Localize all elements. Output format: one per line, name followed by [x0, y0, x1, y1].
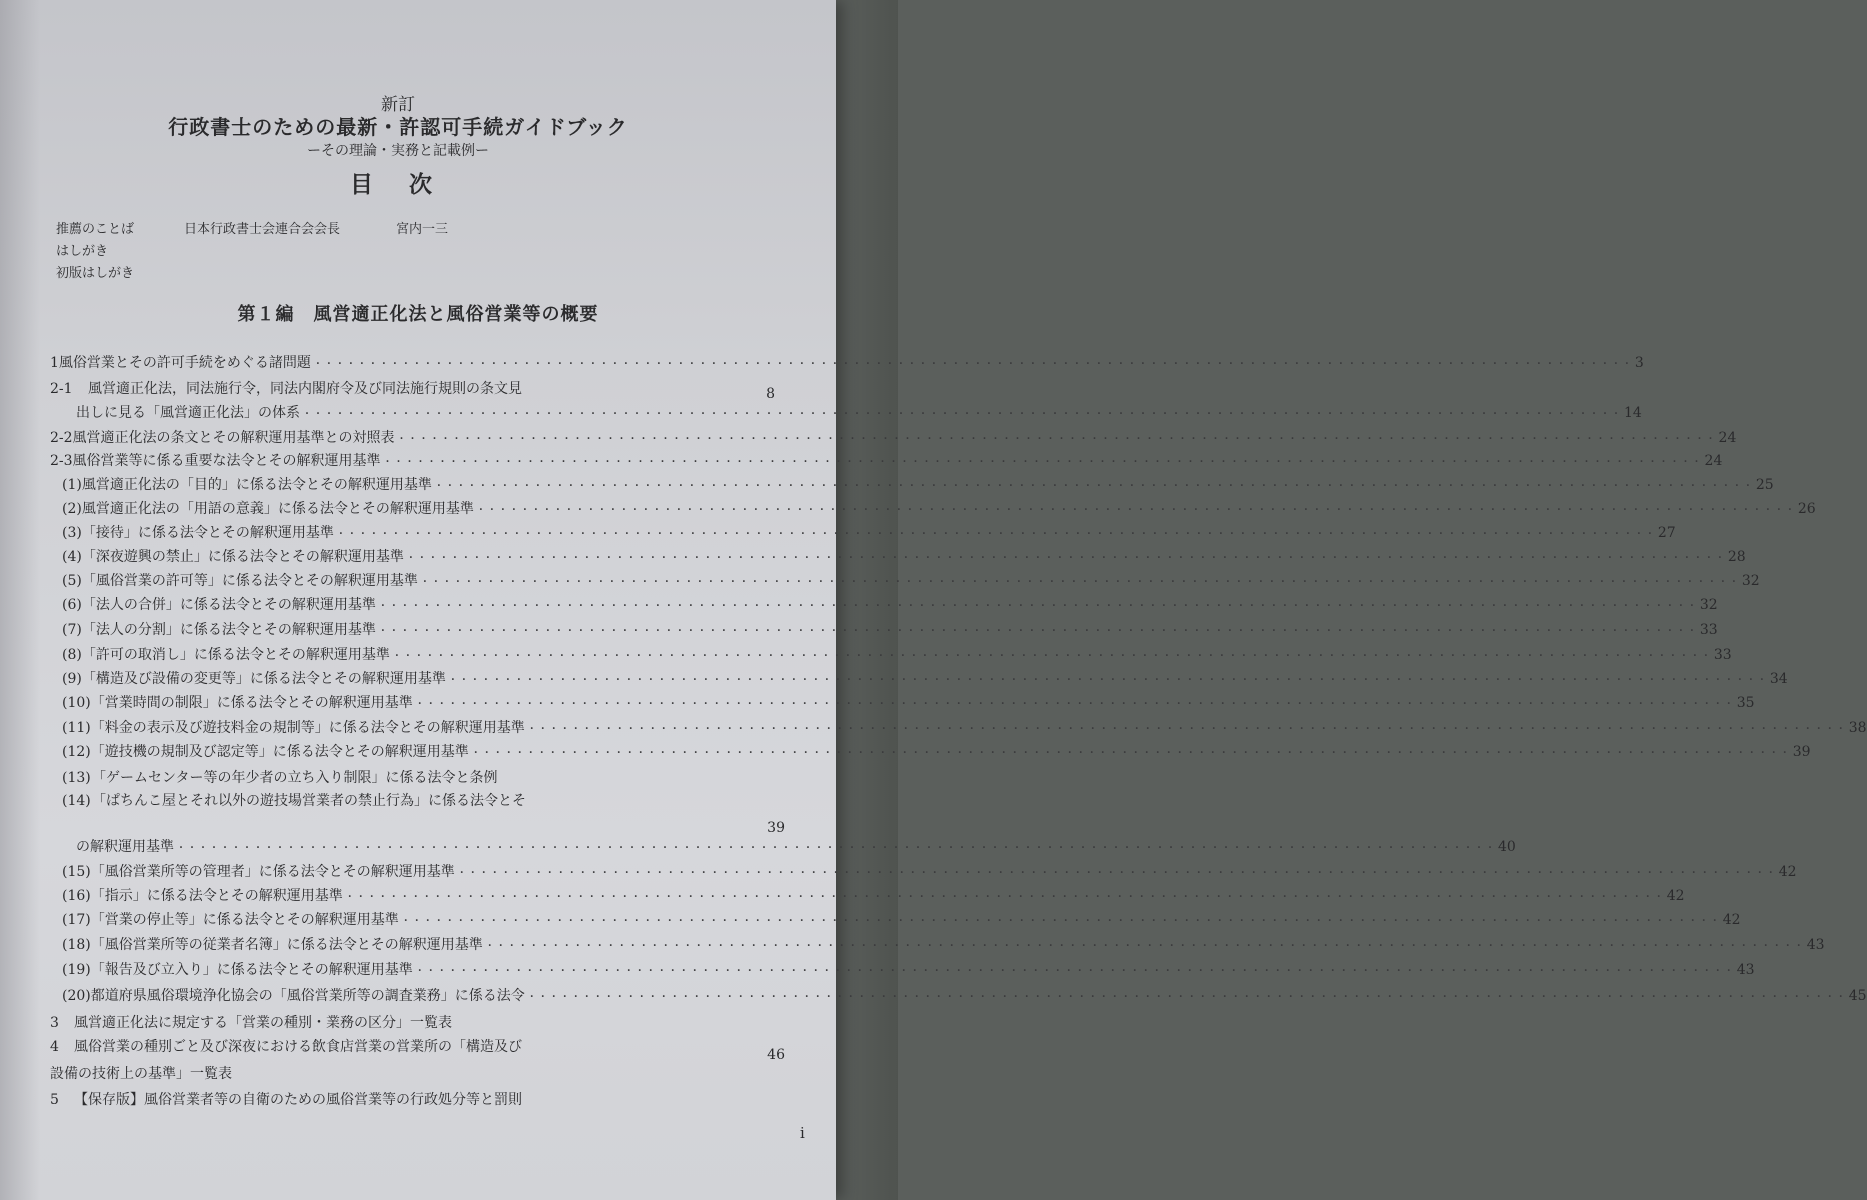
toc-entry[interactable] [62, 546, 1746, 566]
toc-entry[interactable] [50, 450, 1723, 470]
toc-entry[interactable] [62, 985, 1867, 1005]
toc-entry-page: 43 [1806, 937, 1825, 953]
toc-entry-page: 24 [1704, 453, 1723, 469]
toc-entry-title: 風営適正化法に規定する「営業の種別・業務の区分」一覧表 [74, 1015, 452, 1031]
toc-entry-page: 32 [1741, 573, 1760, 589]
toc-entry[interactable] [62, 498, 1816, 518]
toc-entry[interactable] [50, 1012, 785, 1032]
toc-leader-dots: ・・・・・・・・・・・・・・・・・・・・・・・・・・・・・・・・・・・・・・・・・・・・・・・・・・・・・・・・・・・・・・・・・・・・・・・・・・・・・・・・・・・・・・・・・・・・・・・・・・・・・・・・・・・・・・・・・・・・・・・・ [456, 868, 1777, 879]
part-title: 第１編 風営適正化法と風俗営業等の概要 [237, 304, 599, 325]
toc-entry-title: 「深夜遊興の禁止」に係る法令とその解釈運用基準 [81, 549, 404, 565]
toc-entry-title: の解釈運用基準 [76, 839, 174, 855]
toc-entry-title: 風俗営業の種別ごと及び深夜における飲食店営業の営業所の「構造及び [74, 1039, 522, 1055]
toc-entry-page: 34 [1769, 671, 1788, 687]
toc-entry-page: 24 [1718, 430, 1737, 446]
toc-entry-page: 8 [766, 386, 775, 402]
toc-leader-dots: ・・・・・・・・・・・・・・・・・・・・・・・・・・・・・・・・・・・・・・・・・・・・・・・・・・・・・・・・・・・・・・・・・・・・・・・・・・・・・・・・・・・・・・・・・・・・・・・・・・・・・・・・・・・・・・・・・・・・・・・・ [470, 748, 1791, 759]
toc-entry-page: 46 [767, 1047, 785, 1063]
toc-leader-dots: ・・・・・・・・・・・・・・・・・・・・・・・・・・・・・・・・・・・・・・・・・・・・・・・・・・・・・・・・・・・・・・・・・・・・・・・・・・・・・・・・・・・・・・・・・・・・・・・・・・・・・・・・・・・・・・・・・・・・・・・・ [344, 892, 1665, 903]
toc-entry-page: 42 [1778, 864, 1797, 880]
toc-entry-number: (12) [62, 744, 91, 760]
toc-entry[interactable] [76, 836, 1516, 856]
book-subtitle: ーその理論・実務と記載例ー [307, 143, 489, 159]
toc-entry-number: (1) [62, 477, 82, 493]
toc-entry-title: 風営適正化法，同法施行令，同法内閣府令及び同法施行規則の条文見 [88, 381, 522, 397]
toc-entry-page: 45 [1848, 988, 1867, 1004]
toc-entry-number: (5) [62, 573, 82, 589]
toc-entry-page: 39 [1792, 744, 1811, 760]
toc-entry[interactable] [62, 570, 1760, 590]
toc-entry-number: 4 [50, 1039, 59, 1055]
toc-entry-title: 「指示」に係る法令とその解釈運用基準 [90, 888, 343, 904]
recommender-name: 宮内一三 [396, 222, 449, 237]
toc-entry[interactable] [50, 378, 775, 398]
toc-entry-number: 2-1 [50, 381, 73, 397]
toc-entry-number: 2-2 [50, 430, 73, 446]
toc-entry-number: 5 [50, 1092, 59, 1108]
toc-entry-page: 27 [1657, 525, 1676, 541]
toc-entry-title: 「構造及び設備の変更等」に係る法令とその解釈運用基準 [81, 671, 446, 687]
toc-entry-title: 「営業時間の制限」に係る法令とその解釈運用基準 [90, 695, 413, 711]
toc-leader-dots: ・・・・・・・・・・・・・・・・・・・・・・・・・・・・・・・・・・・・・・・・・・・・・・・・・・・・・・・・・・・・・・・・・・・・・・・・・・・・・・・・・・・・・・・・・・・・・・・・・・・・・・・・・・・・・・・・・・・・・・・・ [414, 966, 1735, 977]
toc-leader-dots: ・・・・・・・・・・・・・・・・・・・・・・・・・・・・・・・・・・・・・・・・・・・・・・・・・・・・・・・・・・・・・・・・・・・・・・・・・・・・・・・・・・・・・・・・・・・・・・・・・・・・・・・・・・・・・・・・・・・・・・・・ [526, 992, 1847, 1003]
toc-leader-dots: ・・・・・・・・・・・・・・・・・・・・・・・・・・・・・・・・・・・・・・・・・・・・・・・・・・・・・・・・・・・・・・・・・・・・・・・・・・・・・・・・・・・・・・・・・・・・・・・・・・・・・・・・・・・・・・・・・・・・・・・・ [377, 601, 1698, 612]
toc-entry-number: (19) [62, 962, 91, 978]
toc-entry[interactable] [50, 427, 1737, 447]
recommender-org: 日本行政書士会連合会会長 [184, 222, 341, 237]
front-recommendation[interactable] [56, 218, 448, 237]
toc-entry[interactable] [62, 619, 1718, 639]
toc-leader-dots: ・・・・・・・・・・・・・・・・・・・・・・・・・・・・・・・・・・・・・・・・・・・・・・・・・・・・・・・・・・・・・・・・・・・・・・・・・・・・・・・・・・・・・・・・・・・・・・・・・・・・・・・・・・・・・・・・・・・・・・・・ [312, 359, 1633, 370]
toc-leader-dots: ・・・・・・・・・・・・・・・・・・・・・・・・・・・・・・・・・・・・・・・・・・・・・・・・・・・・・・・・・・・・・・・・・・・・・・・・・・・・・・・・・・・・・・・・・・・・・・・・・・・・・・・・・・・・・・・・・・・・・・・・ [447, 675, 1768, 686]
toc-leader-dots: ・・・・・・・・・・・・・・・・・・・・・・・・・・・・・・・・・・・・・・・・・・・・・・・・・・・・・・・・・・・・・・・・・・・・・・・・・・・・・・・・・・・・・・・・・・・・・・・・・・・・・・・・・・・・・・・・・・・・・・・・ [414, 699, 1735, 710]
toc-entry[interactable] [50, 352, 1644, 372]
toc-entry-page: 38 [1848, 720, 1867, 736]
toc-entry[interactable] [62, 741, 1811, 761]
toc-entry-page: 40 [1498, 839, 1516, 855]
toc-entry-number: (14) [62, 793, 91, 809]
toc-entry[interactable] [62, 767, 785, 787]
toc-entry[interactable] [62, 885, 1685, 905]
toc-leader-dots: ・・・・・・・・・・・・・・・・・・・・・・・・・・・・・・・・・・・・・・・・・・・・・・・・・・・・・・・・・・・・・・・・・・・・・・・・・・・・・・・・・・・・・・・・・・・・・・・・・・・・・・・・・・・・・・・・・・・・・・・・ [396, 434, 1717, 445]
toc-leader-dots: ・・・・・・・・・・・・・・・・・・・・・・・・・・・・・・・・・・・・・・・・・・・・・・・・・・・・・・・・・・・・・・・・・・・・・・・・・・・・・・・・・・・・・・・・・・・・・・・・・・・・・・・・・・・・・・・・・・・・・・・・ [391, 651, 1712, 662]
toc-entry[interactable] [50, 1089, 785, 1109]
toc-entry-page: 28 [1727, 549, 1746, 565]
toc-entry[interactable] [62, 909, 1741, 929]
toc-entry-number: (3) [62, 525, 82, 541]
toc-leader-dots: ・・・・・・・・・・・・・・・・・・・・・・・・・・・・・・・・・・・・・・・・・・・・・・・・・・・・・・・・・・・・・・・・・・・・・・・・・・・・・・・・・・・・・・・・・・・・・・・・・・・・・・・・・・・・・・・・・・・・・・・・ [377, 626, 1698, 637]
toc-entry[interactable] [62, 861, 1797, 881]
toc-entry-title: 設備の技術上の基準」一覧表 [50, 1066, 232, 1082]
toc-heading: 目 次 [349, 171, 446, 198]
toc-entry-page: 3 [1634, 355, 1644, 371]
toc-entry-title: 「法人の合併」に係る法令とその解釈運用基準 [81, 597, 376, 613]
toc-entry-number: (17) [62, 912, 91, 928]
edition-label: 新訂 [381, 95, 415, 115]
toc-entry-number: (16) [62, 888, 91, 904]
toc-entry-number: 3 [50, 1015, 59, 1031]
toc-entry[interactable] [62, 522, 1676, 542]
toc-leader-dots: ・・・・・・・・・・・・・・・・・・・・・・・・・・・・・・・・・・・・・・・・・・・・・・・・・・・・・・・・・・・・・・・・・・・・・・・・・・・・・・・・・・・・・・・・・・・・・・・・・・・・・・・・・・・・・・・・・・・・・・・・ [302, 409, 1622, 420]
toc-entry-title: 「許可の取消し」に係る法令とその解釈運用基準 [81, 647, 390, 663]
toc-leader-dots: ・・・・・・・・・・・・・・・・・・・・・・・・・・・・・・・・・・・・・・・・・・・・・・・・・・・・・・・・・・・・・・・・・・・・・・・・・・・・・・・・・・・・・・・・・・・・・・・・・・・・・・・・・・・・・・・・・・・・・・・・ [335, 529, 1656, 540]
toc-entry-title: 「接待」に係る法令とその解釈運用基準 [81, 525, 334, 541]
toc-entry-page: 14 [1624, 405, 1642, 421]
toc-entry-page: 25 [1755, 477, 1774, 493]
toc-entry-number: (11) [62, 720, 91, 736]
toc-entry-title: 風営適正化法の「目的」に係る法令とその解釈運用基準 [81, 477, 432, 493]
toc-leader-dots: ・・・・・・・・・・・・・・・・・・・・・・・・・・・・・・・・・・・・・・・・・・・・・・・・・・・・・・・・・・・・・・・・・・・・・・・・・・・・・・・・・・・・・・・・・・・・・・・・・・・・・・・・・・・・・・・・・・・・・・・・ [400, 916, 1721, 927]
toc-entry[interactable] [62, 692, 1755, 712]
toc-leader-dots: ・・・・・・・・・・・・・・・・・・・・・・・・・・・・・・・・・・・・・・・・・・・・・・・・・・・・・・・・・・・・・・・・・・・・・・・・・・・・・・・・・・・・・・・・・・・・・・・・・・・・・・・・・・・・・・・・・・・・・・・・ [526, 724, 1847, 735]
toc-leader-dots: ・・・・・・・・・・・・・・・・・・・・・・・・・・・・・・・・・・・・・・・・・・・・・・・・・・・・・・・・・・・・・・・・・・・・・・・・・・・・・・・・・・・・・・・・・・・・・・・・・・・・・・・・・・・・・・・・・・・・・・・・ [484, 941, 1805, 952]
toc-entry-title: 風営適正化法の条文とその解釈運用基準との対照表 [72, 430, 395, 446]
toc-entry-page: 32 [1699, 597, 1718, 613]
toc-entry-title: 風俗営業とその許可手続をめぐる諸問題 [58, 355, 311, 371]
toc-entry-number: (20) [62, 988, 91, 1004]
toc-entry-page: 42 [1722, 912, 1741, 928]
toc-leader-dots: ・・・・・・・・・・・・・・・・・・・・・・・・・・・・・・・・・・・・・・・・・・・・・・・・・・・・・・・・・・・・・・・・・・・・・・・・・・・・・・・・・・・・・・・・・・・・・・・・・・・・・・・・・・・・・・・・・・・・・・・・ [475, 505, 1796, 516]
toc-entry-title: 「風俗営業所等の管理者」に係る法令とその解釈運用基準 [90, 864, 455, 880]
toc-entry-title: 「風俗営業の許可等」に係る法令とその解釈運用基準 [81, 573, 418, 589]
toc-entry-page: 33 [1713, 647, 1732, 663]
toc-entry-page: 43 [1736, 962, 1755, 978]
toc-entry-title: 「報告及び立入り」に係る法令とその解釈運用基準 [90, 962, 413, 978]
toc-entry-title: 風俗営業等に係る重要な法令とその解釈運用基準 [72, 453, 381, 469]
book-title: 行政書士のための最新・許認可手続ガイドブック [168, 115, 628, 139]
toc-leader-dots: ・・・・・・・・・・・・・・・・・・・・・・・・・・・・・・・・・・・・・・・・・・・・・・・・・・・・・・・・・・・・・・・・・・・・・・・・・・・・・・・・・・・・・・・・・・・・・・・・・・・・・・・・・・・・・・・・・・・・・・・・ [405, 553, 1726, 564]
toc-entry-number: (2) [62, 501, 82, 517]
toc-entry[interactable] [62, 474, 1774, 494]
toc-entry[interactable] [62, 594, 1718, 614]
toc-entry-title: 【保存版】風俗営業者等の自衛のための風俗営業等の行政処分等と罰則 [74, 1092, 522, 1108]
toc-entry-title: 「ゲームセンター等の年少者の立ち入り制限」に係る法令と条例 [92, 770, 498, 786]
toc-leader-dots: ・・・・・・・・・・・・・・・・・・・・・・・・・・・・・・・・・・・・・・・・・・・・・・・・・・・・・・・・・・・・・・・・・・・・・・・・・・・・・・・・・・・・・・・・・・・・・・・・・・・・・・・・・・・・・・・・・・・・・・・・ [382, 457, 1703, 468]
toc-entry-number: (7) [62, 622, 82, 638]
toc-entry-title: 「遊技機の規制及び認定等」に係る法令とその解釈運用基準 [90, 744, 469, 760]
toc-leader-dots: ・・・・・・・・・・・・・・・・・・・・・・・・・・・・・・・・・・・・・・・・・・・・・・・・・・・・・・・・・・・・・・・・・・・・・・・・・・・・・・・・・・・・・・・・・・・・・・・・・・・・・・・・・・・・・・・・・・・・・・・・ [433, 481, 1754, 492]
toc-entry[interactable] [62, 934, 1825, 954]
toc-entry[interactable] [62, 668, 1788, 688]
toc-entry-number: 1 [50, 355, 59, 371]
toc-entry-title: 都道府県風俗環境浄化協会の「風俗営業所等の調査業務」に係る法令 [90, 988, 525, 1004]
toc-entry-page: 26 [1797, 501, 1816, 517]
toc-entry-number: (6) [62, 597, 82, 613]
front-first-preface[interactable]: 初版はしがき [56, 266, 135, 281]
toc-entry-page: 33 [1699, 622, 1718, 638]
toc-leader-dots: ・・・・・・・・・・・・・・・・・・・・・・・・・・・・・・・・・・・・・・・・・・・・・・・・・・・・・・・・・・・・・・・・・・・・・・・・・・・・・・・・・・・・・・・・・・・・・・・・・・・・・・・・・・・・・・・・・・・・・・・・ [419, 577, 1740, 588]
toc-entry-title: 風営適正化法の「用語の意義」に係る法令とその解釈運用基準 [81, 501, 474, 517]
toc-entry[interactable] [62, 790, 785, 810]
toc-leader-dots: ・・・・・・・・・・・・・・・・・・・・・・・・・・・・・・・・・・・・・・・・・・・・・・・・・・・・・・・・・・・・・・・・・・・・・・・・・・・・・・・・・・・・・・・・・・・・・・・・・・・・・・・・・・・・・・・・・・・・・・・・ [176, 843, 1496, 854]
toc-entry[interactable] [50, 1063, 785, 1083]
toc-entry-title: 「風俗営業所等の従業者名簿」に係る法令とその解釈運用基準 [90, 937, 483, 953]
toc-entry-title: 「料金の表示及び遊技料金の規制等」に係る法令とその解釈運用基準 [90, 720, 525, 736]
toc-entry-number: 2-3 [50, 453, 73, 469]
toc-entry[interactable] [62, 644, 1732, 664]
toc-entry-title: 「営業の停止等」に係る法令とその解釈運用基準 [90, 912, 399, 928]
toc-entry-number: (18) [62, 937, 91, 953]
toc-entry-number: (9) [62, 671, 82, 687]
toc-entry-number: (13) [62, 770, 91, 786]
page-folio: i [800, 1124, 805, 1142]
toc-entry-title: 「法人の分割」に係る法令とその解釈運用基準 [81, 622, 376, 638]
toc-entry-number: (15) [62, 864, 91, 880]
toc-entry-number: (8) [62, 647, 82, 663]
toc-entry-title: 出しに見る「風営適正化法」の体系 [76, 405, 300, 421]
toc-entry[interactable] [62, 959, 1755, 979]
toc-entry[interactable] [62, 717, 1867, 737]
toc-entry-page: 42 [1666, 888, 1685, 904]
toc-entry-number: (10) [62, 695, 91, 711]
toc-entry-title: 「ぱちんこ屋とそれ以外の遊技場営業者の禁止行為」に係る法令とそ [92, 793, 526, 809]
toc-entry[interactable] [76, 402, 1642, 422]
front-preface[interactable]: はしがき [56, 244, 109, 259]
toc-entry-page: 35 [1736, 695, 1755, 711]
toc-entry-number: (4) [62, 549, 82, 565]
recommendation-label: 推薦のことば [56, 222, 135, 237]
toc-entry-page: 39 [767, 820, 785, 836]
toc-entry[interactable] [50, 1036, 785, 1056]
